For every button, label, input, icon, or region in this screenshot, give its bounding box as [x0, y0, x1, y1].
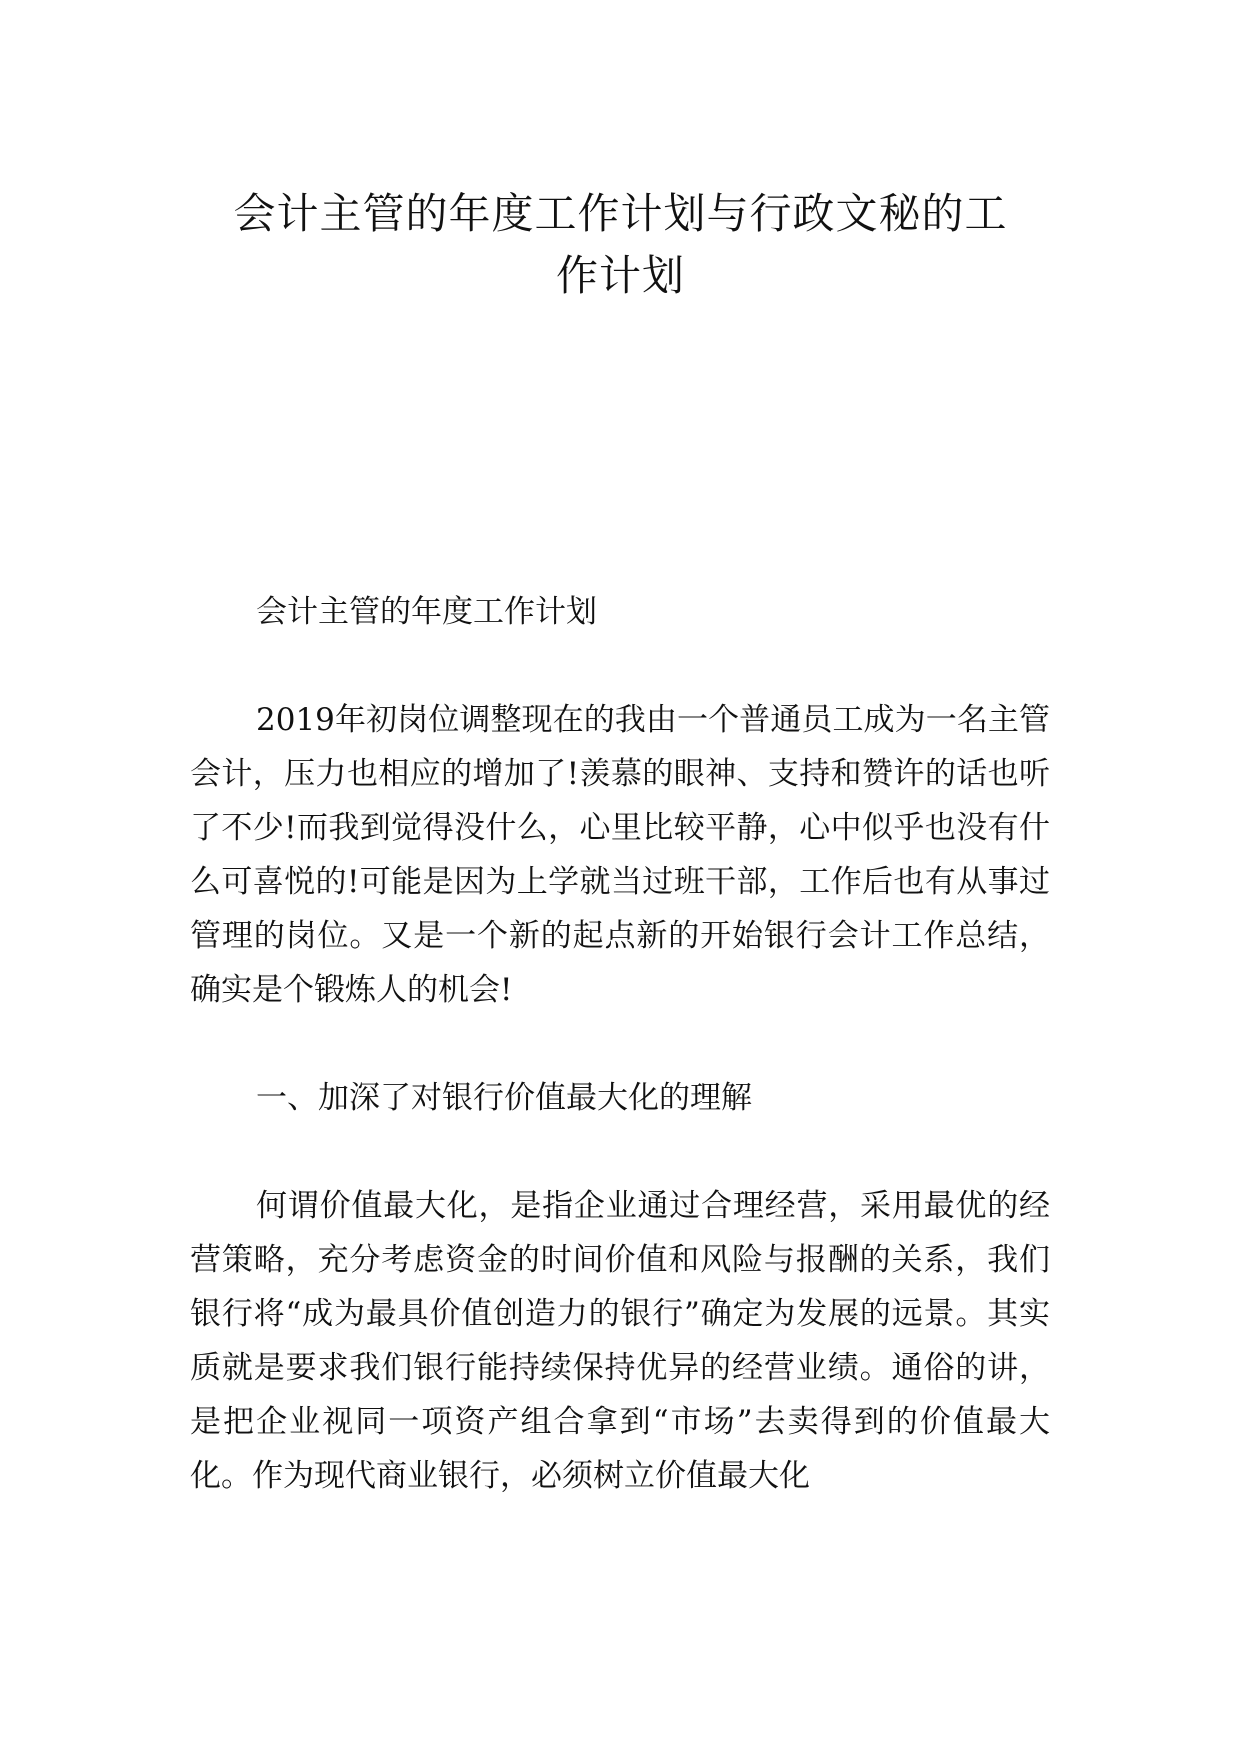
subsection-heading: 一、加深了对银行价值最大化的理解 [256, 1080, 752, 1116]
body-paragraph: 2019年初岗位调整现在的我由一个普通员工成为一名主管会计，压力也相应的增加了!羡慕的眼神、支持和赞许的话也听了不少!而我到觉得没什么，心里比较平静，心中似乎也没有什么可喜悦的!可能是因为上学就当过班干部，工作后也有从事过管理的岗位。又是一个新的起点新的开始银行会计工作总结，确实是个锻炼人的机会! [190, 702, 1050, 1008]
document-title [150, 183, 1091, 307]
title-line-1: 会计主管的年度工作计划与行政文秘的工 [233, 189, 1008, 239]
body-paragraph: 何谓价值最大化，是指企业通过合理经营，采用最优的经营策略，充分考虑资金的时间价值和风险与报酬的关系，我们银行将“成为最具价值创造力的银行”确定为发展的远景。其实质就是要求我们银行能持续保持优异的经营业绩。通俗的讲，是把企业视同一项资产组合拿到“市场”去卖得到的价值最大化。作为现代商业银行，必须树立价值最大化 [190, 1188, 1050, 1494]
title-line-2: 作计划 [555, 251, 685, 301]
section-heading: 会计主管的年度工作计划 [256, 594, 597, 630]
document-body [190, 585, 1050, 1557]
